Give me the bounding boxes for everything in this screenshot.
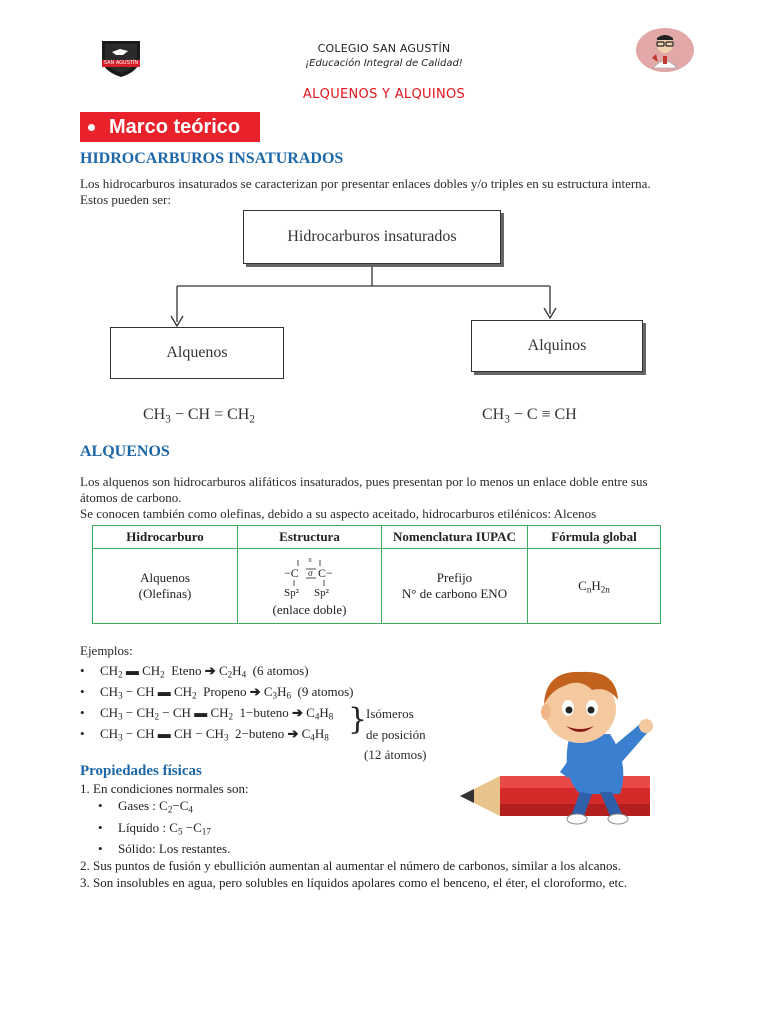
isomer-brace: } <box>348 702 368 737</box>
example-count: (9 atomos) <box>297 684 354 699</box>
property-item-2: 2. Sus puntos de fusión y ebullición aumentan al aumentar el número de carbonos, similar a los alcanos. <box>80 858 621 874</box>
hydrocarbon-name: Alquenos <box>140 570 190 585</box>
school-motto: ¡Educación Integral de Calidad! <box>305 58 463 69</box>
table-header-row <box>93 526 661 549</box>
diagram-root-box <box>243 210 501 264</box>
alquenos-text-line2: átomos de carbono. <box>80 490 182 505</box>
property-item-3: 3. Son insolubles en agua, pero solubles en líquidos apolares como el benceno, el éter, el cloroformo, etc. <box>80 875 628 891</box>
svg-text:σ: σ <box>307 568 313 578</box>
example-count: (6 atomos) <box>252 663 309 678</box>
isomers-label: Isómeros <box>366 706 414 721</box>
table-cell-hydrocarbon <box>93 549 238 624</box>
nomenclature-prefix: Prefijo <box>436 570 473 585</box>
properties-heading: Propiedades físicas <box>80 763 202 779</box>
svg-text:Sp²: Sp² <box>283 587 299 599</box>
nomenclature-rule: N° de carbono ENO <box>401 586 508 601</box>
example-name: Propeno <box>203 684 247 699</box>
table-header: Hidrocarburo <box>93 526 238 549</box>
example-name: 2−buteno <box>235 726 285 741</box>
alkene-formula: $CH_3$ − CH = $CH_2$ <box>143 406 255 426</box>
svg-text:Sp²: Sp² <box>313 587 329 599</box>
table-cell-structure <box>238 549 382 624</box>
liquid-label: Líquido : <box>118 819 167 835</box>
table-header: Estructura <box>238 526 382 549</box>
table-header: Nomenclatura IUPAC <box>382 526 528 549</box>
properties-list <box>80 780 700 891</box>
list-item: • $CH_3$ − CH ▬ CH − $CH_3$ 2−buteno ➔ $C_4H_8$ <box>80 726 329 743</box>
sub-item-liquid: • Líquido : $C_5 -C_{17}$ <box>98 819 211 837</box>
list-item: • $CH_2$ ▬ $CH_2$ Eteno ➔ $C_2H_4$ (6 atomos) <box>80 663 309 680</box>
svg-text:π: π <box>307 556 312 564</box>
svg-text:C−: C− <box>317 566 333 580</box>
example-name: 1−buteno <box>239 705 289 720</box>
logo-text: SAN AGUSTÍN <box>103 60 139 66</box>
alquenos-heading: ALQUENOS <box>80 443 170 460</box>
table-row <box>93 549 661 624</box>
mascot-emblem <box>636 28 694 72</box>
intro-text-line2: Estos pueden ser: <box>80 192 171 207</box>
structure-caption: (enlace doble) <box>272 602 347 617</box>
alkyne-formula: $CH_3 - C$ ≡ CH <box>482 406 577 426</box>
example-name: Eteno <box>171 663 202 678</box>
isomers-position: de posición <box>366 727 426 742</box>
intro-text-line1: Los hidrocarburos insaturados se caracterizan por presentar enlaces dobles y/o triples en su estructura interna. <box>80 176 651 191</box>
diagram-left-box <box>110 327 284 379</box>
hydrocarbon-alias: (Olefinas) <box>138 586 192 601</box>
table-cell-formula <box>528 549 661 624</box>
examples-heading: Ejemplos: <box>80 643 133 658</box>
diagram-right-box <box>471 320 643 372</box>
global-formula: $C_nH_{2n}$ <box>578 577 610 595</box>
alquenos-text-line3: Se conocen también como olefinas, debido a su aspecto aceitado, hidrocarburos etilénicos: Alcenos <box>80 506 597 521</box>
solid-text: Sólido: Los restantes. <box>118 841 231 857</box>
table-cell-nomenclature <box>382 549 528 624</box>
alkenes-table <box>92 525 661 624</box>
diagram-right-label: Alquinos <box>527 337 587 354</box>
diagram-left-label: Alquenos <box>166 344 228 361</box>
bullet-dot <box>88 124 95 131</box>
list-item: • $CH_3$ − CH ▬ $CH_2$ Propeno ➔ $C_3H_6$ (9 atomos) <box>80 684 354 701</box>
gases-label: Gases : <box>118 798 156 813</box>
document-title: ALQUENOS Y ALQUINOS <box>302 87 466 102</box>
alquenos-text-line1: Los alquenos son hidrocarburos alifáticos insaturados, pues presentan por lo menos un enlace doble entre sus <box>80 474 648 489</box>
intro-heading: HIDROCARBUROS INSATURADOS <box>80 150 344 167</box>
sub-item-gases: • Gases : $C_2-C_4$ <box>98 798 193 815</box>
sub-item-solid: • Sólido: Los restantes. <box>98 841 231 857</box>
property-item-1: 1. En condiciones normales son: <box>80 781 249 796</box>
diagram-root-label: Hidrocarburos insaturados <box>287 228 457 245</box>
list-item: • $CH_3 - CH_2$ − CH ▬ $CH_2$ 1−buteno ➔ $C_4H_8$ <box>80 705 334 722</box>
section-banner-label: Marco teórico <box>109 116 241 138</box>
school-name: COLEGIO SAN AGUSTÍN <box>317 42 451 55</box>
isomers-count: (12 átomos) <box>364 747 427 762</box>
table-header: Fórmula global <box>528 526 661 549</box>
svg-text:−C: −C <box>283 566 299 580</box>
examples-list <box>80 660 353 744</box>
section-banner <box>80 112 260 142</box>
double-bond-structure <box>270 554 350 600</box>
